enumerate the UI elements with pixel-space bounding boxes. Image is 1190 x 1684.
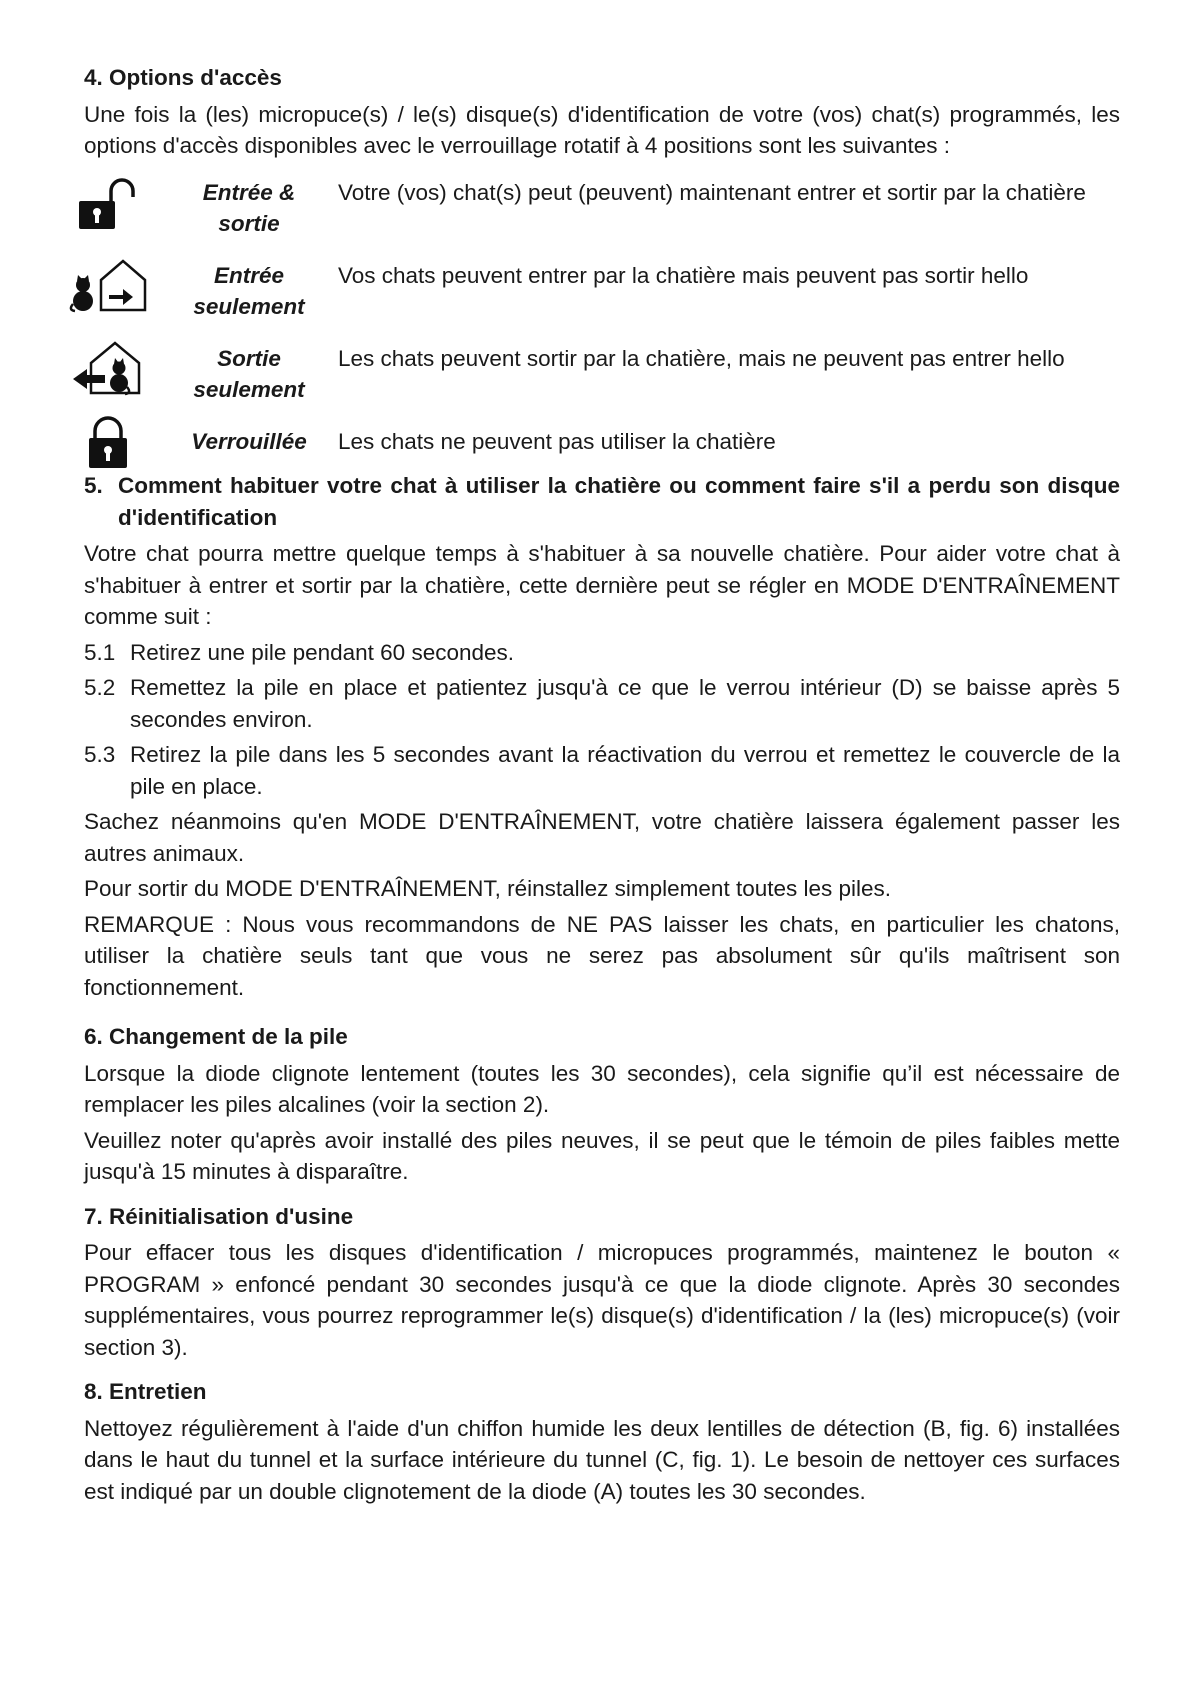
section-5-title: [84, 470, 1120, 533]
access-option-description: Les chats ne peuvent pas utiliser la chatière: [338, 428, 776, 454]
list-item: [84, 672, 1120, 735]
section-4-intro: Une fois la (les) micropuce(s) / le(s) disque(s) d'identification de votre (vos) chat(s) programmés, les options d'accès disponibles avec le verrouillage rotatif à 4 positions sont les suivantes :: [84, 101, 1120, 158]
list-item: [84, 637, 1120, 669]
cat-entering-house-icon: [60, 256, 156, 316]
unlocked-padlock-icon: [60, 177, 156, 233]
step-number: 5.3: [84, 742, 116, 767]
access-option-entry-only: [84, 260, 1120, 323]
section-6-title: 6. Changement de la pile: [84, 1024, 348, 1049]
section-5-intro: Votre chat pourra mettre quelque temps à s'habituer à sa nouvelle chatière. Pour aider votre chat à s'habituer à entrer et sortir par la chatière, cette dernière peut se régler en MODE D'ENTRAÎNEMENT comme suit :: [84, 541, 1120, 629]
access-option-label: Sortie seulement: [193, 345, 305, 402]
section-5-paragraph: Sachez néanmoins qu'en MODE D'ENTRAÎNEMENT, votre chatière laissera également passer les autres animaux.: [84, 809, 1120, 866]
step-text: Retirez la pile dans les 5 secondes avant la réactivation du verrou et remettez le couvercle de la pile en place.: [130, 742, 1120, 799]
section-7-paragraph: Pour effacer tous les disques d'identification / micropuces programmés, maintenez le bouton « PROGRAM » enfoncé pendant 30 secondes jusqu'à ce que la diode clignote. Après 30 secondes supplémentaires, vous pourrez reprogrammer le(s) disque(s) d'identification / la (les) micropuce(s) (voir section 3).: [84, 1240, 1120, 1360]
access-option-description: Les chats peuvent sortir par la chatière, mais ne peuvent pas entrer hello: [338, 345, 1065, 371]
section-5-paragraph: Pour sortir du MODE D'ENTRAÎNEMENT, réinstallez simplement toutes les piles.: [84, 876, 892, 901]
access-option-locked: [84, 426, 1120, 458]
section-7-title: 7. Réinitialisation d'usine: [84, 1203, 354, 1229]
section-5-note: REMARQUE : Nous vous recommandons de NE PAS laisser les chats, en particulier les chatons, utiliser la chatière seuls tant que vous ne serez pas absolument sûr qu'ils maîtrisent son fonctionnement.: [84, 911, 1120, 1000]
access-option-exit-only: [84, 343, 1120, 406]
locked-padlock-icon: [60, 414, 156, 470]
access-option-description: Votre (vos) chat(s) peut (peuvent) maintenant entrer et sortir par la chatière: [338, 179, 1086, 205]
step-text: Retirez une pile pendant 60 secondes.: [130, 639, 515, 665]
section-8-title: 8. Entretien: [84, 1379, 207, 1404]
section-6-paragraph: Veuillez noter qu'après avoir installé des piles neuves, il se peut que le témoin de piles faibles mette jusqu'à 15 minutes à disparaître.: [84, 1127, 1120, 1184]
access-option-label: Entrée & sortie: [202, 179, 296, 236]
access-options-table: [84, 177, 1120, 458]
access-option-label: Entrée seulement: [193, 262, 305, 319]
step-number: 5.2: [84, 675, 116, 700]
section-6-paragraph: Lorsque la diode clignote lentement (toutes les 30 secondes), cela signifie qu’il est nécessaire de remplacer les piles alcalines (voir la section 2).: [84, 1060, 1120, 1117]
cat-leaving-house-icon: [60, 339, 156, 399]
section-5-heading: Comment habituer votre chat à utiliser la chatière ou comment faire s'il a perdu son disque d'identification: [118, 473, 1120, 530]
section-8-paragraph: Nettoyez régulièrement à l'aide d'un chiffon humide les deux lentilles de détection (B, fig. 6) installées dans le haut du tunnel et la surface intérieure du tunnel (C, fig. 1). Le besoin de nettoyer ces surfaces est indiqué par un double clignotement de la diode (A) toutes les 30 secondes.: [84, 1415, 1120, 1504]
list-item: [84, 739, 1120, 802]
access-option-label: Verrouillée: [191, 428, 307, 454]
section-5-number: 5.: [84, 473, 103, 498]
document-page: [84, 62, 1120, 1507]
step-text: Remettez la pile en place et patientez jusqu'à ce que le verrou intérieur (D) se baisse après 5 secondes environ.: [130, 675, 1120, 732]
access-option-description: Vos chats peuvent entrer par la chatière mais peuvent pas sortir hello: [338, 262, 1029, 288]
access-option-entry-exit: [84, 177, 1120, 240]
section-4-title: 4. Options d'accès: [84, 65, 282, 90]
step-number: 5.1: [84, 639, 116, 665]
